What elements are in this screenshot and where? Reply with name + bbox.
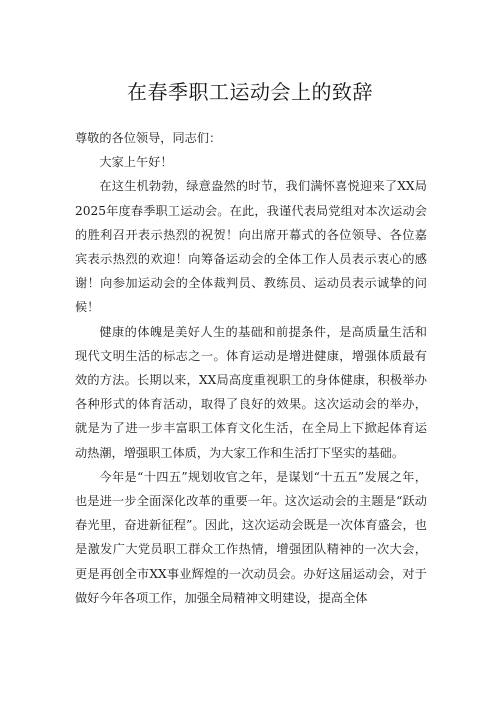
paragraph-1: 在这生机勃勃，绿意盎然的时节，我们满怀喜悦迎来了XX局2025年度春季职工运动会。在此，我谨代表局党组对本次运动会的胜利召开表示热烈的祝贺！向出席开幕式的各位领导、各位嘉宾表示热烈的欢迎！向筹备运动会的全体工作人员表示衷心的感谢！向参加运动会的全体裁判员、教练员、运动员表示诚挚的问候！ xyxy=(75,179,427,315)
document-body xyxy=(75,126,427,610)
salutation-line: 尊敬的各位领导，同志们： xyxy=(75,131,222,145)
document-title: 在春季职工运动会上的致辞 xyxy=(127,80,373,104)
greeting-line: 大家上午好！ xyxy=(99,155,173,170)
paragraph-2: 健康的体魄是美好人生的基础和前提条件，是高质量生活和现代文明生活的标志之一。体育运动是增进健康，增强体质最有效的方法。长期以来，XX局高度重视职工的身体健康，积极举办各种形式的体育活动，取得了良好的效果。这次运动会的举办，就是为了进一步丰富职工体育文化生活，在全局上下掀起体育运动热潮，增强职工体质，为大家工作和生活打下坚实的基础。 xyxy=(75,324,427,460)
paragraph-3: 今年是“十四五”规划收官之年，是谋划“十五五”发展之年，也是进一步全面深化改革的重要一年。这次运动会的主题是“跃动春光里，奋进新征程”。因此，这次运动会既是一次体育盛会，也是激发广大党员职工群众工作热情，增强团队精神的一次大会，更是再创全市XX事业辉煌的一次动员会。办好这届运动会，对于做好今年各项工作，加强全局精神文明建设，提高全体 xyxy=(75,469,427,605)
